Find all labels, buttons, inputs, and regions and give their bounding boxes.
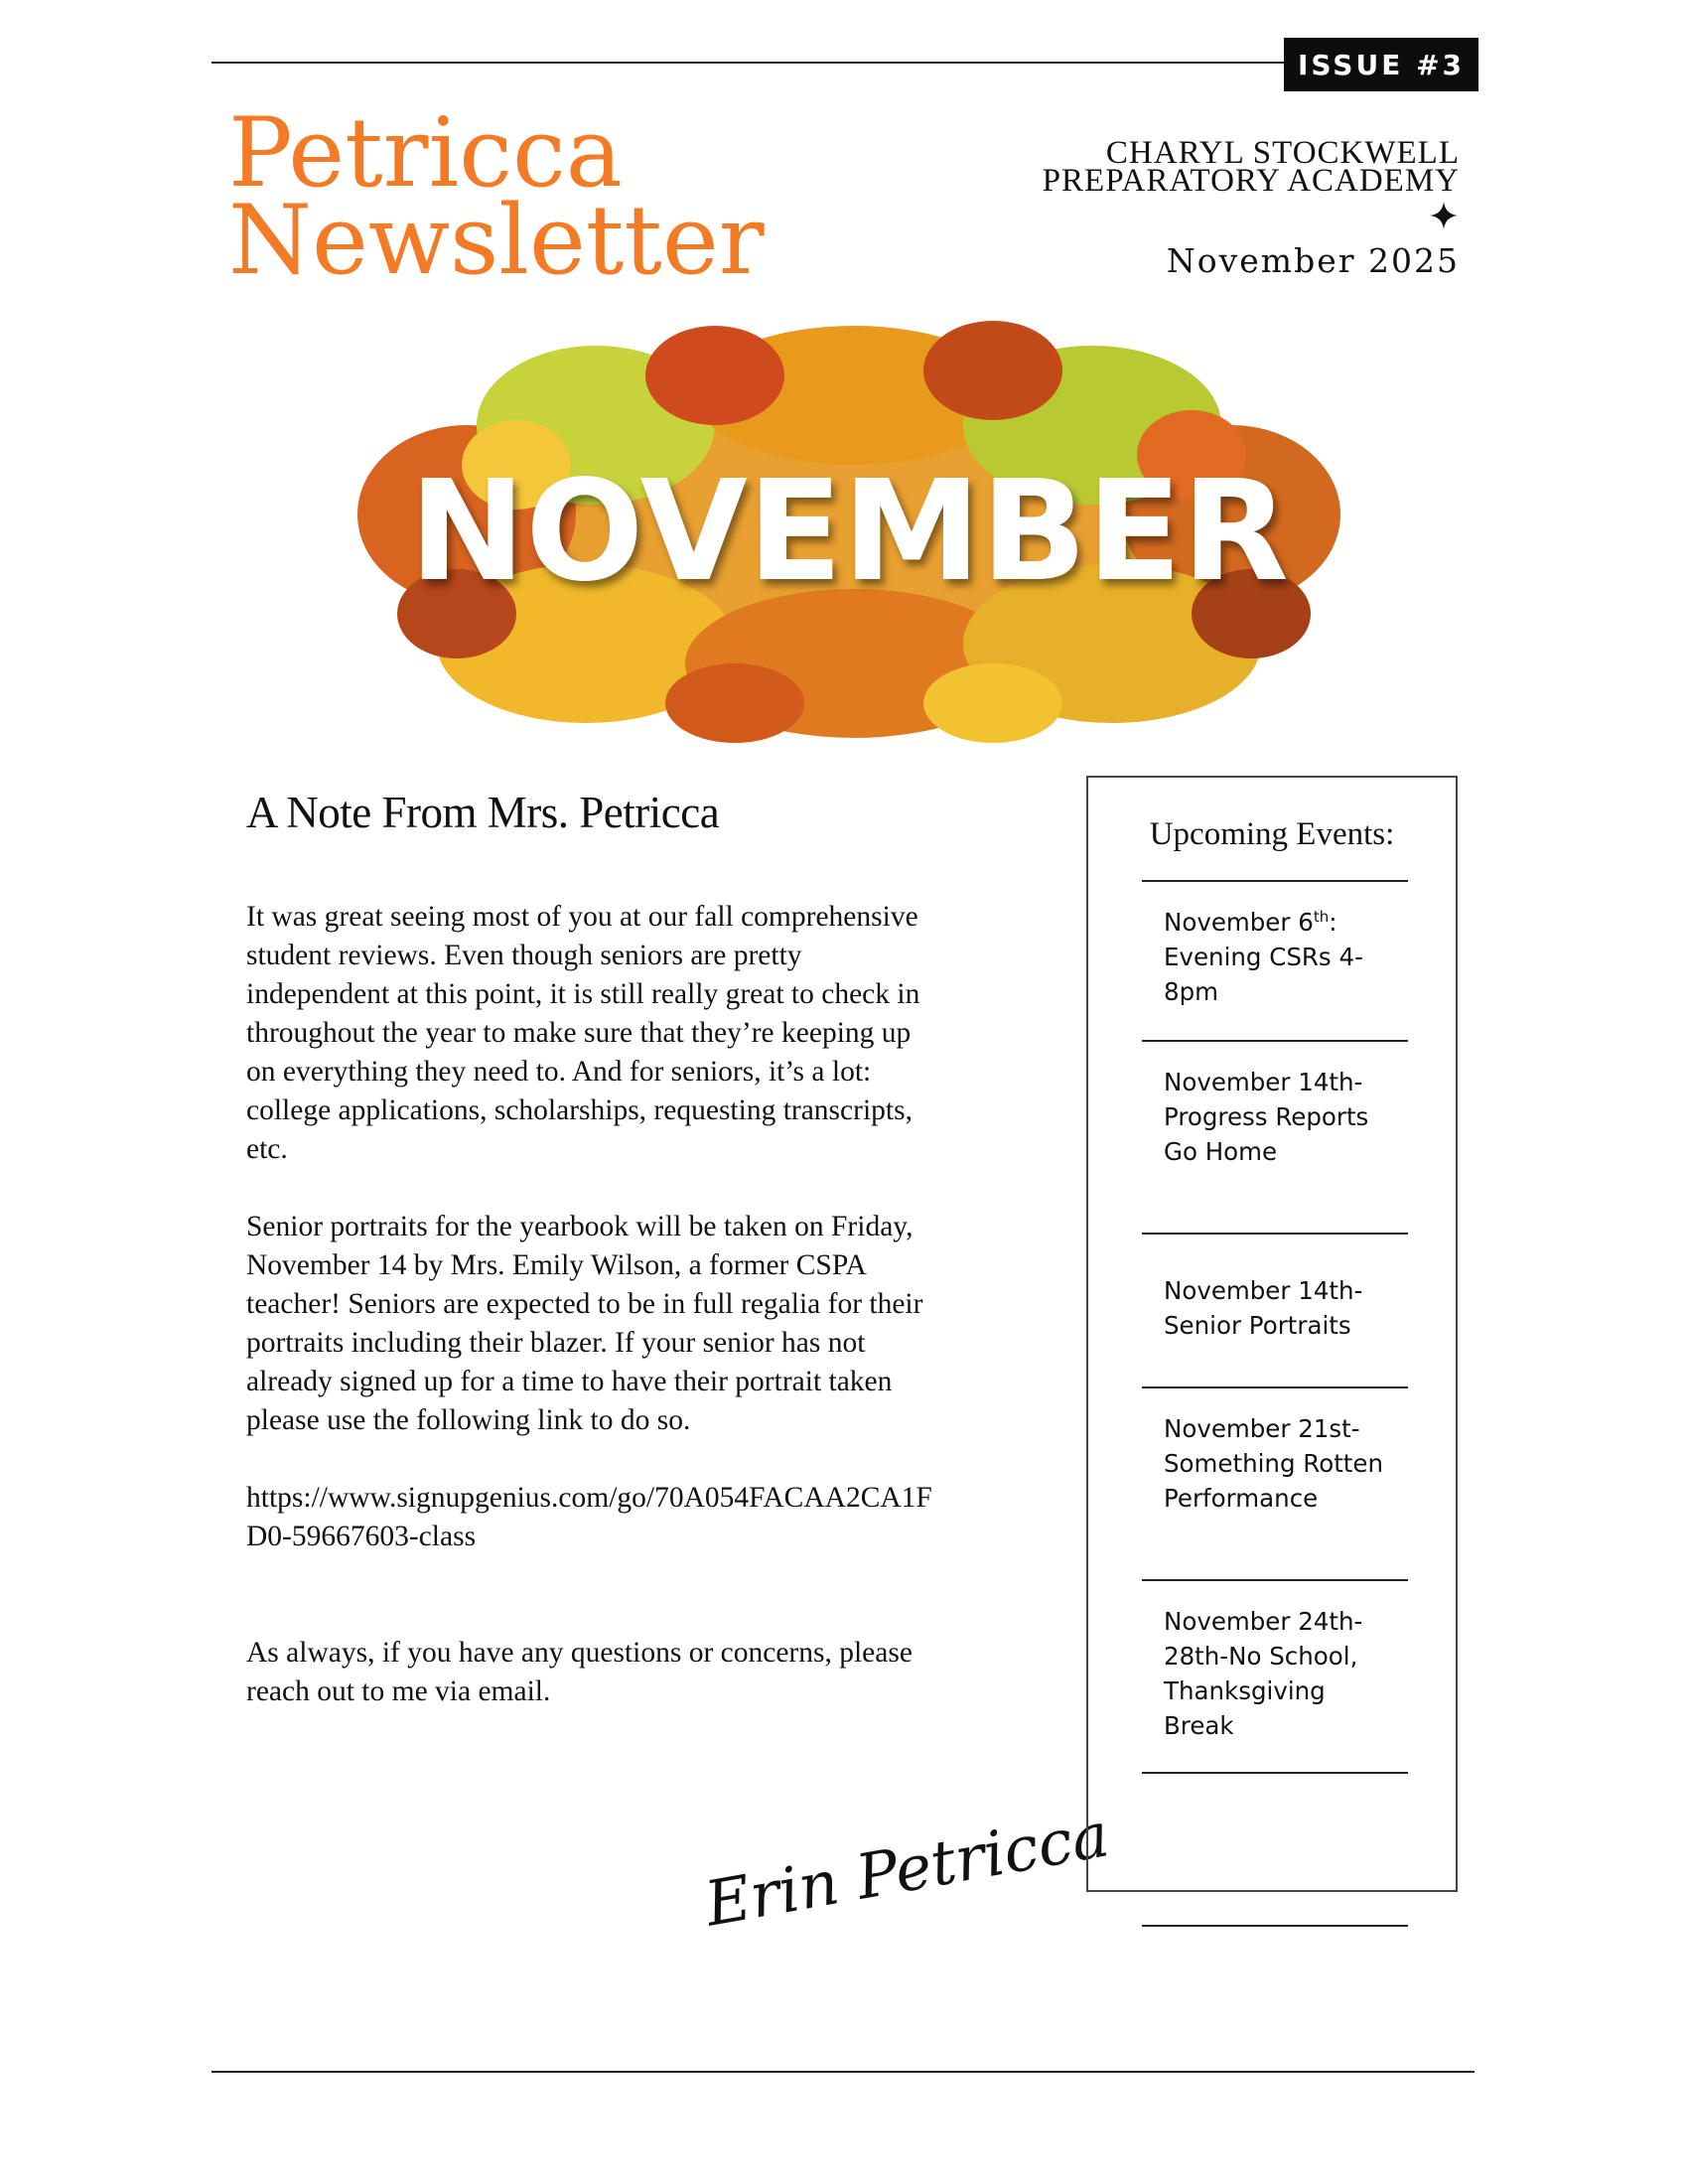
events-divider: [1142, 1040, 1408, 1042]
event-1-text-rest: : Evening CSRs 4-8pm: [1164, 908, 1363, 1006]
note-paragraph-1: It was great seeing most of you at our fall comprehensive student reviews. Even though seniors are pretty independent at this point, it is still really great to check in throughout the year to make sure that they’re keeping up on everything they need to. And for seniors, it’s a lot: college applications, scholarships, requesting transcripts, etc.: [246, 901, 920, 1165]
events-title: Upcoming Events:: [1149, 816, 1395, 852]
bottom-rule: [211, 2071, 1475, 2073]
event-1-superscript: th: [1313, 907, 1330, 926]
event-item-3: November 14th-Senior Portraits: [1164, 1276, 1363, 1340]
school-line-2: PREPARATORY ACADEMY: [1042, 163, 1460, 199]
top-rule: [211, 62, 1296, 64]
school-line-1: CHARYL STOCKWELL: [1105, 135, 1460, 171]
note-paragraph-closing: As always, if you have any questions or concerns, please reach out to me via email.: [246, 1637, 913, 1707]
events-divider: [1142, 880, 1408, 882]
signature-text: Erin Petricca: [699, 1798, 1115, 1941]
title-line-1: Petricca: [228, 97, 624, 209]
note-body: [246, 898, 941, 1750]
note-heading: A Note From Mrs. Petricca: [246, 788, 720, 837]
events-divider: [1142, 1386, 1408, 1388]
events-divider: [1142, 1579, 1408, 1581]
signature: [695, 1798, 1115, 1955]
newsletter-title: [228, 97, 765, 296]
sparkle-icon: [1430, 202, 1458, 229]
title-line-2: Newsletter: [228, 185, 765, 296]
school-name: [1042, 135, 1460, 199]
event-item-2: November 14th-Progress Reports Go Home: [1164, 1068, 1369, 1166]
event-item-1: [1164, 905, 1402, 1009]
november-leaves-banner: [338, 316, 1360, 750]
issue-date: November 2025: [1166, 241, 1460, 280]
event-item-4: November 21st-Something Rotten Performance: [1164, 1414, 1384, 1513]
event-1-text: November 6: [1164, 908, 1314, 937]
events-divider: [1142, 1233, 1408, 1235]
signup-link[interactable]: https://www.signupgenius.com/go/70A054FACAA2CA1FD0-59667603-class: [246, 1482, 932, 1552]
events-divider: [1142, 1772, 1408, 1774]
november-word: NOVEMBER: [409, 451, 1289, 613]
event-item-5: November 24th-28th-No School, Thanksgiving Break: [1164, 1607, 1363, 1740]
note-paragraph-2: Senior portraits for the yearbook will be taken on Friday, November 14 by Mrs. Emily Wilson, a former CSPA teacher! Seniors are expected to be in full regalia for their portraits including their blazer. If your senior has not already signed up for a time to have their portrait taken please use the following link to do so.: [246, 1211, 923, 1436]
issue-badge: ISSUE #3: [1284, 38, 1478, 91]
events-divider: [1142, 1925, 1408, 1927]
